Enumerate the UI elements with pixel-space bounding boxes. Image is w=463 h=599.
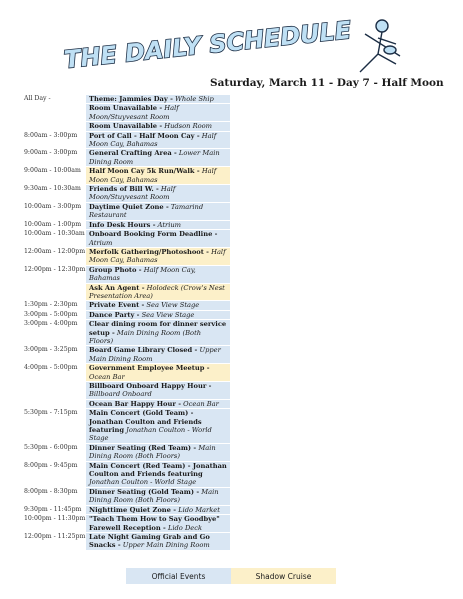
daily-schedule-logo [60,10,420,82]
schedule-row [24,506,230,515]
event-time: 8:00pm - 8:30pm [24,487,78,495]
event-title: Group Photo - [89,265,142,274]
schedule-row [24,284,230,302]
event-title: General Crafting Area - [89,149,177,158]
schedule-row [24,400,230,409]
event-cell [86,311,230,320]
schedule-table [24,95,230,551]
event-location: Atrium [89,238,113,247]
schedule-row [24,167,230,185]
event-title: Half Moon Cay 5k Run/Walk - [89,167,200,176]
event-location: Main Dining Room (Both Floors) [89,328,202,345]
event-time: 12:00am - 12:00pm [24,247,86,255]
event-title: Private Event - [89,301,145,310]
event-location: Half Moon Cay, Bahamas [89,265,196,283]
event-cell [86,515,230,533]
page-subtitle: Saturday, March 11 - Day 7 - Half Moon [210,77,444,89]
event-location: Whole Ship [175,95,214,103]
event-title: Ask An Agent - [89,283,145,292]
event-title: Ocean Bar Happy Hour - [89,399,181,408]
event-location: Hudson Room [164,122,213,131]
event-location: Sea View Stage [146,301,200,310]
event-cell [86,409,230,444]
event-location: Half Moon/Stuyvesant Room [89,104,179,121]
event-time: 3:00pm - 5:00pm [24,310,78,318]
event-location: Sea View Stage [141,310,195,319]
event-title: Info Desk Hours - [89,220,156,229]
event-location: Ocean Bar [89,372,125,381]
legend-shadow: Shadow Cruise [231,568,336,584]
schedule-row [24,185,230,203]
event-location: Half Moon Cay, Bahamas [89,131,217,149]
event-cell [86,284,230,302]
event-title: Dinner Seating (Gold Team) - [89,487,200,496]
event-cell [86,122,230,131]
event-time: All Day - [24,95,51,102]
schedule-row [24,266,230,284]
schedule-row [24,346,230,364]
event-cell [86,444,230,462]
event-title: Port of Call - Half Moon Cay - [89,131,200,140]
event-time: 10:00pm - 11:30pm [24,515,86,523]
legend [126,568,336,584]
event-time: 12:00pm - 12:30pm [24,265,86,273]
event-location: Ocean Bar [183,399,219,408]
event-cell [86,95,230,104]
event-cell [86,167,230,185]
event-title: Main Concert (Red Team) - Jonathan Coulton and Friends featuring [89,461,227,479]
event-time: 3:00pm - 3:25pm [24,346,78,354]
event-time: 10:00am - 1:00pm [24,220,82,228]
event-title: "Teach Them How to Say Goodbye" Farewell Reception - [89,515,220,532]
schedule-row [24,515,230,533]
event-cell [86,382,230,400]
event-location: Lido Market [178,505,220,514]
event-location: Jonathan Coulton - World Stage [89,426,212,443]
event-time: 9:30pm - 11:45pm [24,505,82,513]
event-title: Government Employee Meetup - [89,364,210,373]
event-time: 10:00am - 3:00pm [24,202,82,210]
event-location: Holodeck (Crow's Nest Presentation Area) [89,283,225,300]
event-title: Late Night Gaming Grab and Go Snacks - [89,532,210,550]
event-time: 3:00pm - 4:00pm [24,320,78,328]
event-cell [86,132,230,150]
event-cell [86,221,230,230]
schedule-row [24,444,230,462]
schedule-row [24,311,230,320]
event-title: Merfolk Gathering/Photoshoot - [89,247,209,256]
schedule-row [24,364,230,382]
event-time: 9:00am - 3:00pm [24,149,78,157]
event-cell [86,266,230,284]
event-cell [86,203,230,221]
event-title: Daytime Quiet Zone - [89,202,169,211]
event-cell [86,506,230,515]
schedule-row [24,104,230,122]
event-location: Tamarind Restaurant [89,202,204,220]
event-time [24,382,86,400]
event-location: Lower Main Dining Room [89,149,220,166]
guitarist-illustration-icon [360,20,400,72]
schedule-row [24,122,230,131]
schedule-row [24,132,230,150]
event-cell [86,364,230,382]
event-time: 4:00pm - 5:00pm [24,364,78,372]
event-time: 8:00pm - 9:45pm [24,461,78,469]
event-cell [86,346,230,364]
event-title: Dance Party - [89,310,140,319]
legend-official: Official Events [126,568,231,584]
event-time [24,400,86,409]
event-time: 10:00am - 10:30am [24,230,85,238]
event-cell [86,185,230,203]
event-title: Billboard Onboard Happy Hour - [89,382,212,390]
schedule-row [24,301,230,310]
event-title: Clear dining room for dinner service setup - [89,320,227,337]
event-cell [86,320,230,346]
event-time: 1:30pm - 2:30pm [24,301,78,309]
event-time: 8:00am - 3:00pm [24,131,78,139]
schedule-row [24,533,230,551]
event-time: 9:00am - 10:00am [24,167,81,175]
schedule-row [24,320,230,346]
schedule-row [24,409,230,444]
event-cell [86,149,230,167]
event-location: Upper Main Dining Room [122,541,210,550]
logo-text: THE DAILY SCHEDULE [62,15,353,74]
page-header [0,0,463,92]
schedule-row [24,248,230,266]
event-title: Friends of Bill W. - [89,185,159,194]
event-location: Lido Deck [167,523,203,532]
event-cell [86,248,230,266]
schedule-row [24,203,230,221]
event-cell [86,462,230,488]
event-location: Upper Main Dining Room [89,346,221,363]
event-cell [86,104,230,122]
event-time [24,122,86,131]
schedule-row [24,230,230,248]
event-location: Atrium [157,220,182,229]
event-cell [86,301,230,310]
event-title: Nighttime Quiet Zone - [89,505,177,514]
event-location: Jonathan Coulton - World Stage [89,478,197,487]
event-time: 5:30pm - 6:00pm [24,443,78,451]
event-location: Half Moon/Stuyvesant Room [89,185,176,202]
schedule-row [24,221,230,230]
schedule-row [24,95,230,104]
event-location: Main Dining Room (Both Floors) [89,443,216,461]
event-cell [86,488,230,506]
event-location: Half Moon Cay, Bahamas [89,167,217,184]
event-time: 9:30am - 10:30am [24,185,81,193]
event-time: 5:30pm - 7:15pm [24,409,78,417]
event-time: 12:00pm - 11:25pm [24,532,86,540]
event-cell [86,400,230,409]
event-title: Room Unavailable - [89,104,163,113]
event-title: Onboard Booking Form Deadline - [89,230,218,239]
event-cell [86,230,230,248]
event-title: Room Unavailable - [89,122,163,131]
schedule-row [24,462,230,488]
event-cell [86,533,230,551]
event-location: Billboard Onboard [89,390,152,399]
event-title: Theme: Jammies Day - [89,95,173,103]
schedule-row [24,488,230,506]
event-title: Main Concert (Gold Team) - Jonathan Coulton and Friends featuring [89,409,202,435]
event-location: Half Moon Cay, Bahamas [89,247,226,265]
event-location: Main Dining Room (Both Floors) [89,487,219,505]
schedule-row [24,382,230,400]
schedule-row [24,149,230,167]
event-title: Dinner Seating (Red Team) - [89,443,197,452]
event-time [24,284,86,302]
event-title: Board Game Library Closed - [89,346,198,355]
event-time [24,104,86,122]
